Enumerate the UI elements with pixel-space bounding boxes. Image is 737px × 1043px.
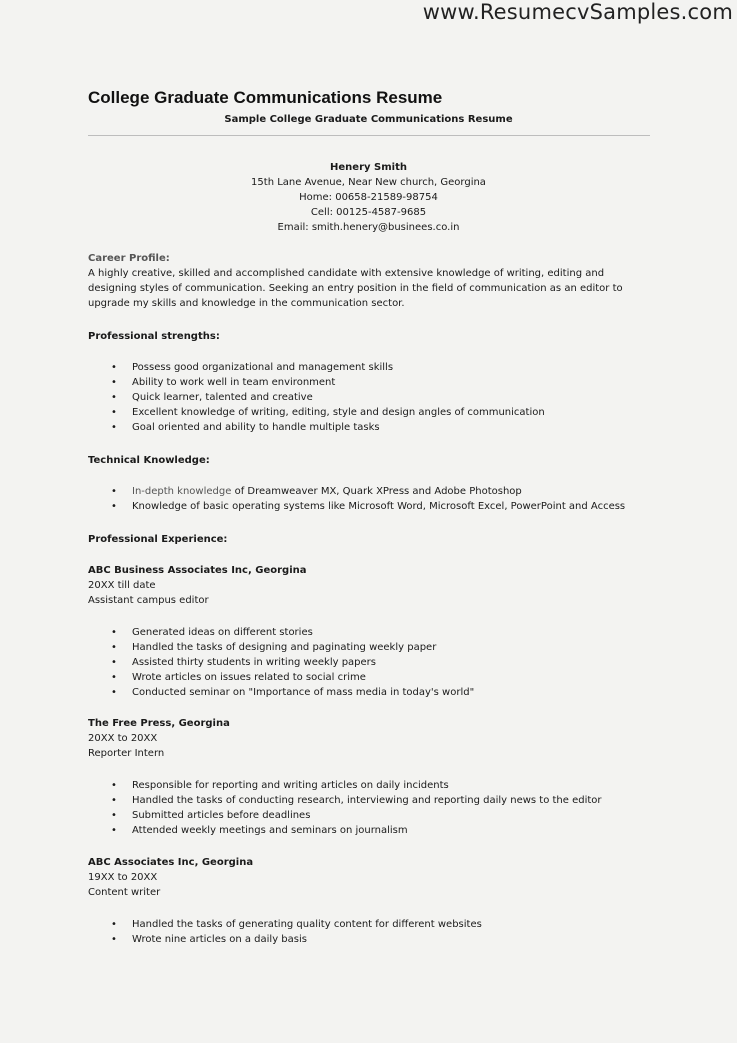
technical-section (88, 453, 648, 468)
title-divider (88, 135, 650, 136)
subtitle-text: Sample College Graduate Communications Resume (224, 114, 513, 125)
list-item: • Submitted articles before deadlines (88, 808, 648, 823)
list-item: • Generated ideas on different stories (88, 625, 648, 640)
job-duties-list (88, 778, 648, 838)
strengths-heading: Professional strengths: (88, 331, 220, 342)
job-duties-wrap (88, 625, 648, 700)
strengths-section (88, 329, 648, 344)
list-item: • Ability to work well in team environment (88, 375, 648, 390)
candidate-name: Henery Smith (330, 162, 407, 173)
job-company: The Free Press, Georgina (88, 718, 230, 729)
job-block (88, 716, 648, 761)
list-item: • Assisted thirty students in writing weekly papers (88, 655, 648, 670)
list-item: • Conducted seminar on "Importance of mass media in today's world" (88, 685, 648, 700)
career-profile-section (88, 251, 648, 311)
job-duties-wrap (88, 917, 648, 947)
job-company: ABC Business Associates Inc, Georgina (88, 565, 307, 576)
job-duties-wrap (88, 778, 648, 838)
list-item: • Wrote articles on issues related to social crime (88, 670, 648, 685)
list-item: • Excellent knowledge of writing, editing, style and design angles of communication (88, 405, 648, 420)
list-item: • Attended weekly meetings and seminars on journalism (88, 823, 648, 838)
list-item: • Handled the tasks of generating quality content for different websites (88, 917, 648, 932)
list-item: • Handled the tasks of conducting research, interviewing and reporting daily news to the editor (88, 793, 648, 808)
career-profile-line: A highly creative, skilled and accomplished candidate with extensive knowledge of writing, editing and (88, 268, 605, 279)
page-subtitle (0, 114, 737, 125)
list-item: • Knowledge of basic operating systems like Microsoft Word, Microsoft Excel, PowerPoint and Access (88, 499, 648, 514)
job-role: Reporter Intern (88, 748, 165, 759)
page-title: College Graduate Communications Resume (88, 88, 443, 107)
technical-list-wrap (88, 484, 648, 514)
contact-cell-phone: Cell: 00125-4587-9685 (310, 207, 427, 218)
career-profile-line: upgrade my skills and knowledge in the communication sector. (88, 298, 405, 309)
job-role: Assistant campus editor (88, 595, 209, 606)
job-dates: 20XX till date (88, 580, 156, 591)
list-item: • Handled the tasks of designing and paginating weekly paper (88, 640, 648, 655)
list-item: • Quick learner, talented and creative (88, 390, 648, 405)
strengths-list-wrap (88, 360, 648, 435)
contact-block (0, 160, 737, 235)
list-item: • Goal oriented and ability to handle multiple tasks (88, 420, 648, 435)
strengths-list (88, 360, 648, 435)
career-profile-line: designing styles of communication. Seeking an entry position in the field of communication as an editor to (88, 283, 623, 294)
list-item: • Responsible for reporting and writing articles on daily incidents (88, 778, 648, 793)
site-watermark: www.ResumecvSamples.com (422, 0, 733, 24)
experience-heading: Professional Experience: (88, 534, 228, 545)
technical-item-prefix: In-depth knowledge (132, 486, 232, 497)
contact-email: Email: smith.henery@businees.co.in (277, 222, 460, 233)
technical-item-rest: of Dreamweaver MX, Quark XPress and Adobe Photoshop (231, 486, 522, 497)
experience-section (88, 532, 648, 547)
technical-list (88, 484, 648, 514)
job-company: ABC Associates Inc, Georgina (88, 857, 254, 868)
job-duties-list (88, 625, 648, 700)
job-role: Content writer (88, 887, 161, 898)
job-block (88, 855, 648, 900)
career-profile-heading: Career Profile: (88, 253, 170, 264)
job-dates: 20XX to 20XX (88, 733, 158, 744)
job-dates: 19XX to 20XX (88, 872, 158, 883)
list-item: • Wrote nine articles on a daily basis (88, 932, 648, 947)
contact-address: 15th Lane Avenue, Near New church, Georgina (251, 177, 486, 188)
job-block (88, 563, 648, 608)
job-duties-list (88, 917, 648, 947)
contact-home-phone: Home: 00658-21589-98754 (299, 192, 438, 203)
list-item (88, 484, 648, 499)
list-item: • Possess good organizational and management skills (88, 360, 648, 375)
technical-heading: Technical Knowledge: (88, 455, 210, 466)
